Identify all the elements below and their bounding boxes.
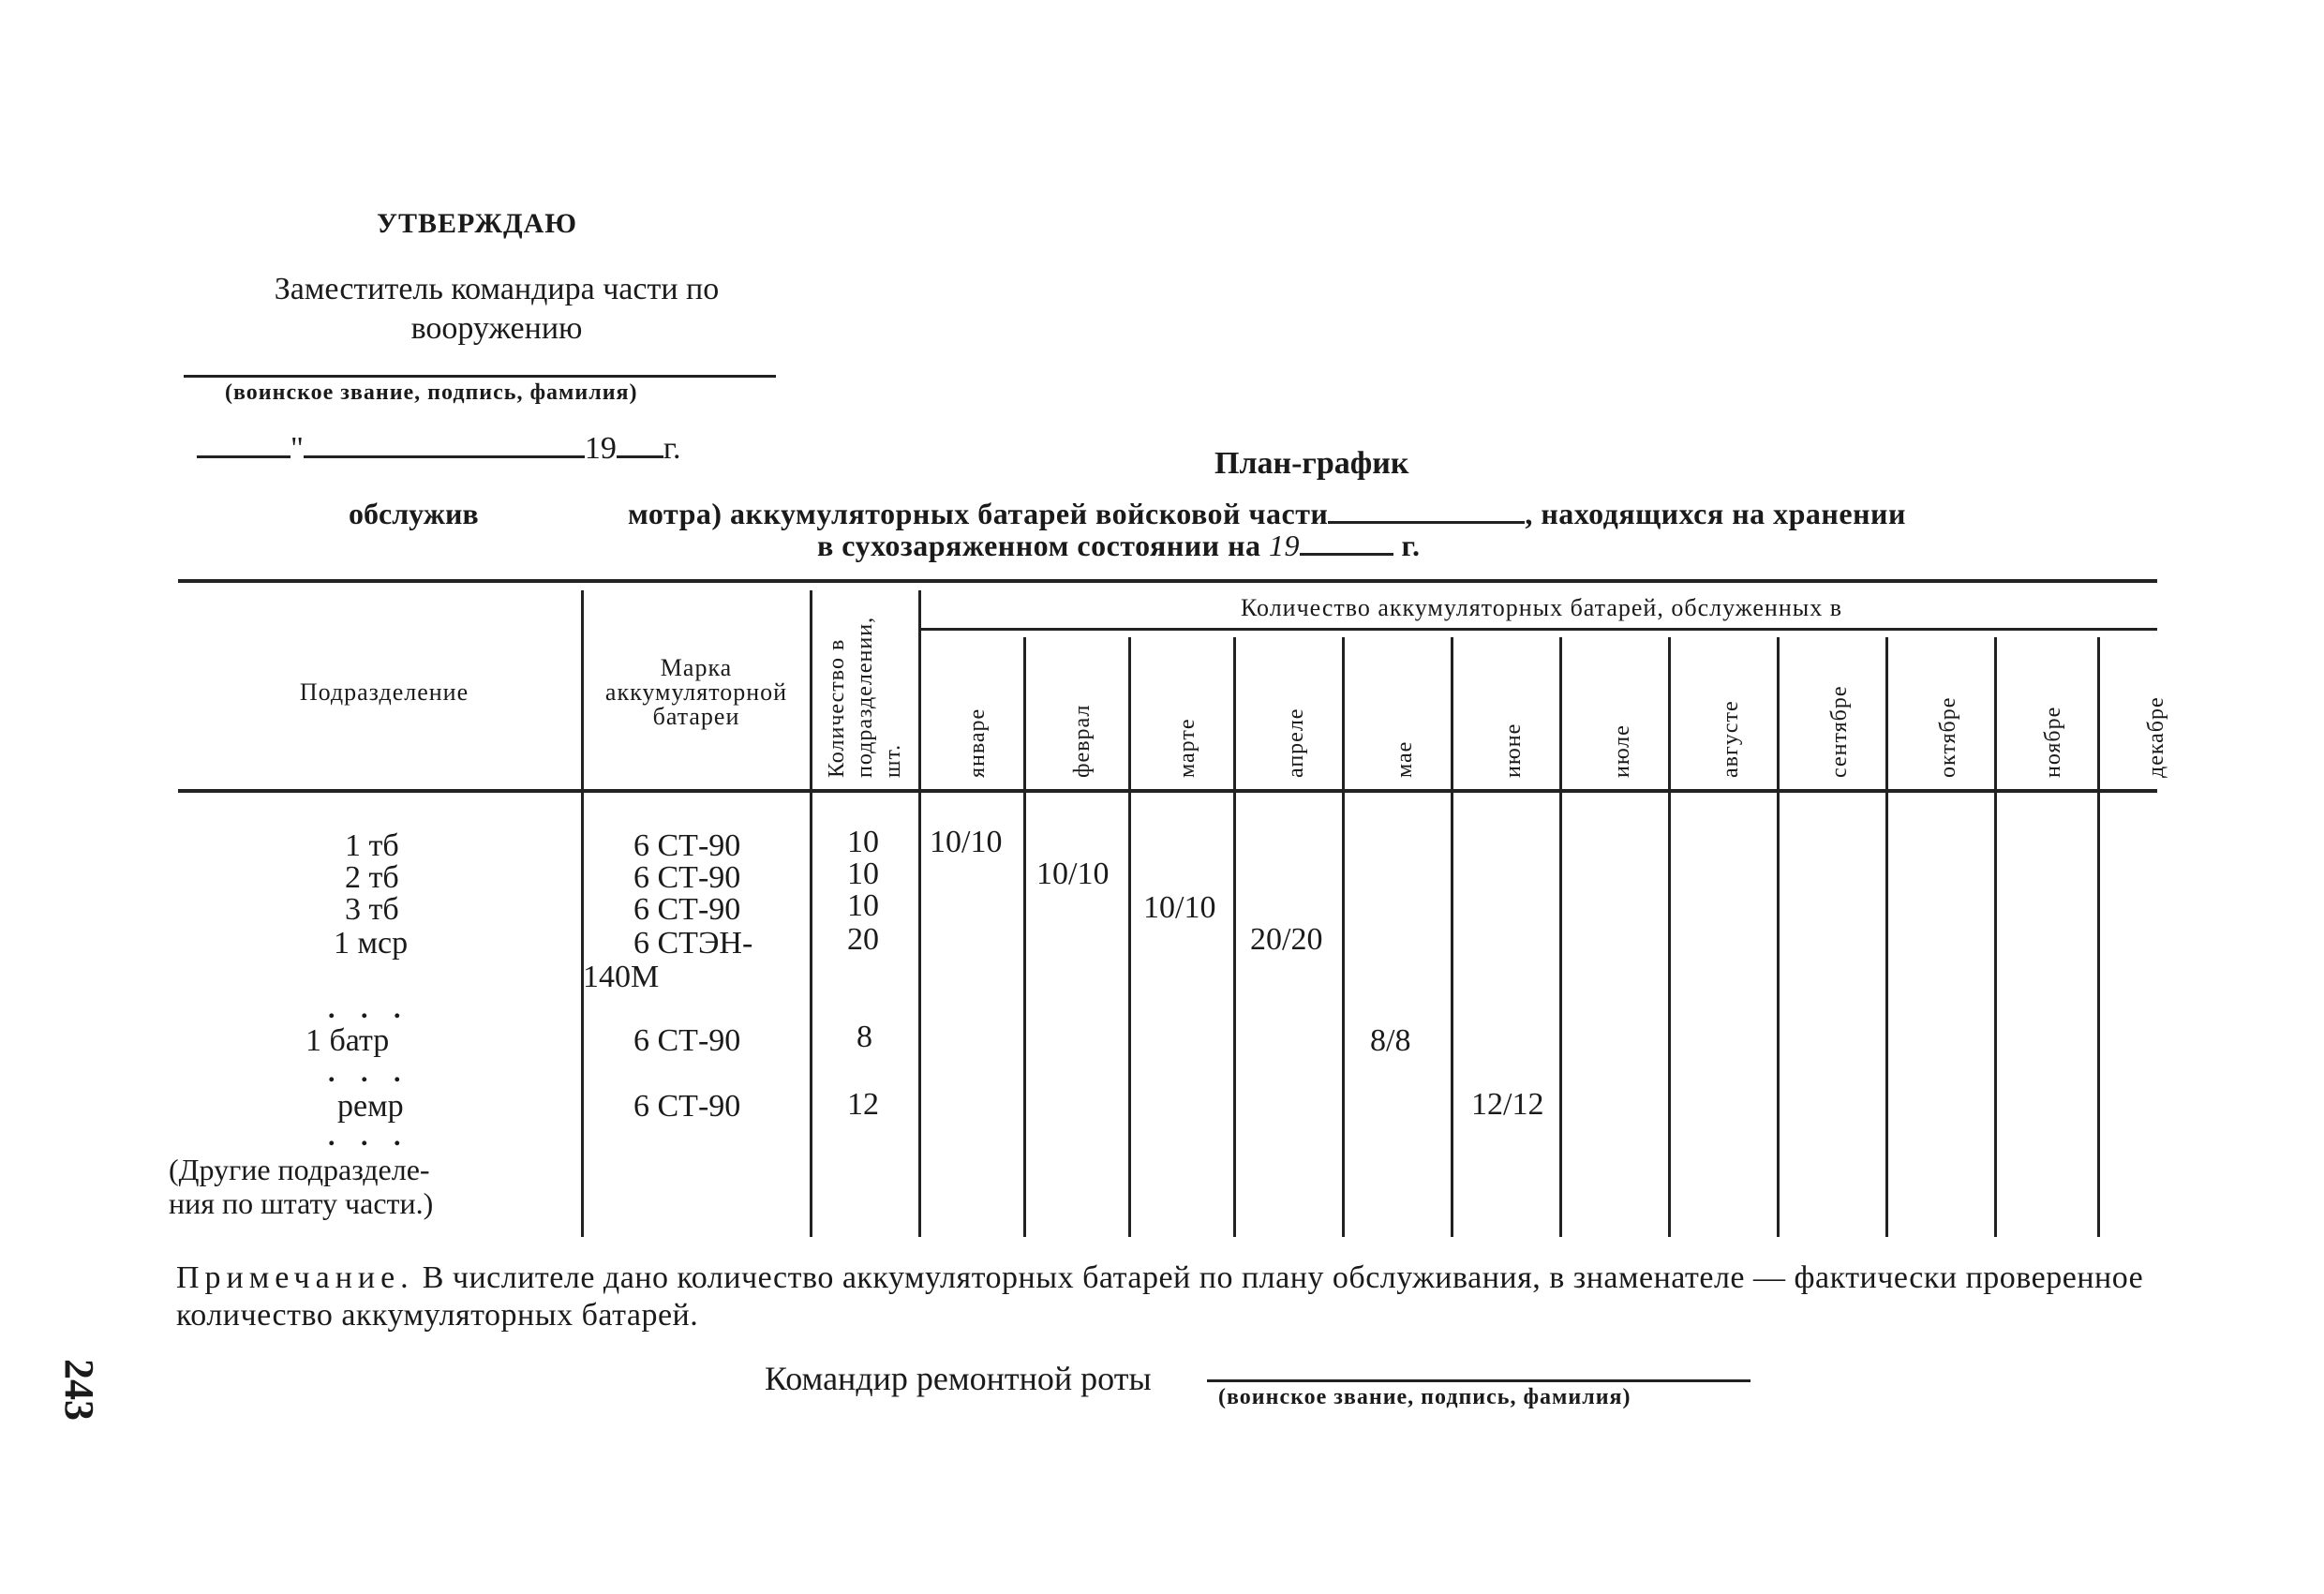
title-line2-suffix: г. <box>1401 529 1421 562</box>
year-blank <box>617 433 663 458</box>
header-month-jan: январе <box>965 708 990 778</box>
month-blank <box>304 433 585 458</box>
header-unit: Подразделение <box>299 678 469 706</box>
col-divider-m11 <box>2097 637 2100 1237</box>
approval-signature-caption: (воинское звание, подпись, фамилия) <box>225 380 638 405</box>
col-divider-m10 <box>1994 637 1997 1237</box>
title-line2-prefix: в сухозаряженном состоянии на <box>817 529 1261 562</box>
commander-signature-caption: (воинское звание, подпись, фамилия) <box>1218 1385 1631 1409</box>
header-month-nov: ноябре <box>2041 706 2065 778</box>
title-line2-year: 19 <box>1269 529 1301 562</box>
unit-number-blank <box>1328 499 1525 524</box>
commander-label: Командир ремонтной роты <box>765 1360 1152 1397</box>
col-divider-unit <box>581 590 584 1237</box>
table-cell-value: 12/12 <box>1471 1087 1544 1122</box>
title-line2 <box>817 529 1420 563</box>
table-row-brand-cont: 140М <box>583 960 660 994</box>
header-month-apr: апреле <box>1284 708 1308 778</box>
ellipsis: . . . <box>328 1057 410 1088</box>
table-row-unit: 1 тб <box>345 828 399 863</box>
col-divider-m3 <box>1233 637 1236 1237</box>
table-row-qty: 10 <box>847 888 879 923</box>
col-divider-m1 <box>1023 637 1026 1237</box>
col-divider-m7 <box>1668 637 1671 1237</box>
header-month-jul: июле <box>1610 724 1634 778</box>
header-month-oct: октябре <box>1936 696 1960 778</box>
table-row-qty: 10 <box>847 825 879 859</box>
header-month-aug: августе <box>1719 700 1743 778</box>
table-row-brand: 6 СТ-90 <box>633 892 741 927</box>
table-top-rule <box>178 579 2157 583</box>
header-month-jun: июне <box>1501 723 1526 778</box>
table-row-qty: 8 <box>857 1020 872 1054</box>
header-month-mar: марте <box>1175 718 1199 778</box>
other-units-line1: (Другие подразделе- <box>169 1153 430 1186</box>
col-divider-m5 <box>1451 637 1453 1237</box>
col-divider-m9 <box>1885 637 1888 1237</box>
table-row-qty: 12 <box>847 1087 879 1122</box>
header-quantity: Количество в подразделении, шт. <box>825 616 905 778</box>
table-row-brand: 6 СТ-90 <box>633 860 741 895</box>
table-row-unit: 1 мср <box>334 926 409 961</box>
header-month-dec: декабре <box>2144 696 2168 778</box>
header-month-sep: сентябре <box>1827 685 1852 778</box>
note-lead: Примечание. <box>176 1260 414 1295</box>
approval-signature-line <box>184 375 776 378</box>
approval-date-line <box>197 431 681 467</box>
year-prefix: 19 <box>584 431 617 466</box>
title-line1-left: обслужив <box>349 497 479 530</box>
col-divider-qty <box>918 590 921 1237</box>
other-units-line2: ния по штату части.) <box>169 1186 434 1220</box>
commander-signature-line <box>1207 1379 1750 1382</box>
table-row-unit: 1 батр <box>305 1023 390 1058</box>
col-divider-m2 <box>1128 637 1131 1237</box>
approval-heading: УТВЕРЖДАЮ <box>377 208 578 239</box>
plan-title: План-график <box>1214 446 1409 481</box>
header-month-feb: феврал <box>1070 704 1095 778</box>
table-row-unit: 3 тб <box>345 892 399 927</box>
table-cell-value: 10/10 <box>1143 890 1216 925</box>
col-divider-m4 <box>1342 637 1345 1237</box>
table-cell-value: 8/8 <box>1370 1023 1411 1058</box>
table-row-brand: 6 СТЭН- <box>633 926 753 961</box>
approval-position: Заместитель командира части по вооружению <box>274 272 720 346</box>
table-cell-value: 10/10 <box>930 825 1003 859</box>
title-line1-tail: , находящихся на хранении <box>1525 497 1906 530</box>
header-bottom-rule <box>178 789 2157 793</box>
month-group-rule <box>920 628 2157 631</box>
ellipsis: . . . <box>328 1121 410 1152</box>
title-year-blank <box>1300 530 1393 556</box>
note-text: В числителе дано количество аккумуляторных батарей по плану обслуживания, в знаменателе — фактически проверенное количество аккумуляторных батарей. <box>176 1260 2144 1333</box>
table-row-qty: 10 <box>847 857 879 891</box>
col-divider-m6 <box>1559 637 1562 1237</box>
table-note <box>176 1259 2163 1334</box>
title-line1-right <box>628 497 1906 531</box>
table-cell-value: 20/20 <box>1250 922 1323 957</box>
table-row-unit: ремр <box>337 1089 404 1124</box>
table-cell-value: 10/10 <box>1036 857 1110 891</box>
header-serviced-group: Количество аккумуляторных батарей, обслуженных в <box>1240 594 1842 621</box>
col-divider-m8 <box>1777 637 1780 1237</box>
table-row-qty: 20 <box>847 922 879 957</box>
page-number: 243 <box>56 1359 102 1421</box>
header-battery-brand: Марка аккумуляторной батареи <box>604 654 788 730</box>
table-row-brand: 6 СТ-90 <box>633 1089 741 1124</box>
col-divider-brand <box>810 590 812 1237</box>
table-row-brand: 6 СТ-90 <box>633 828 741 863</box>
header-month-may: мае <box>1393 740 1417 778</box>
day-blank <box>197 433 290 458</box>
ellipsis: . . . <box>328 993 410 1024</box>
table-row-brand: 6 СТ-90 <box>633 1023 741 1058</box>
title-line1-text: мотра) аккумуляторных батарей войсковой части <box>628 497 1329 530</box>
date-quote: " <box>290 431 304 466</box>
year-suffix: г. <box>663 431 681 466</box>
table-row-unit: 2 тб <box>345 860 399 895</box>
